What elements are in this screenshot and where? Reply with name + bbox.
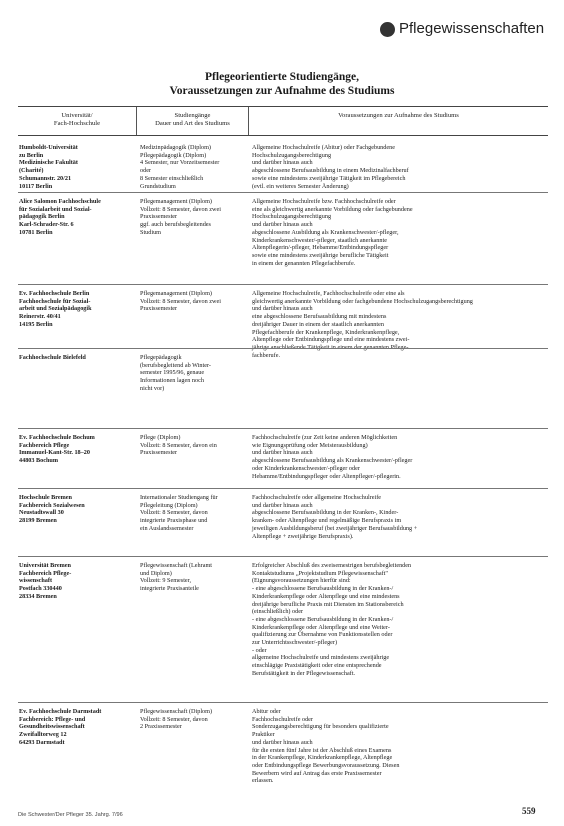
row-institution: Ev. Fachhochschule Berlin Fachhochschule für Sozial- arbeit und Sozialpädagogik Reinerstr. 40/41 14195 Berlin: [19, 290, 92, 328]
row-program: Pflegemanagement (Diplom) Vollzeit: 8 Semester, davon zwei Praxissemester: [140, 290, 221, 313]
table-header: [18, 106, 548, 136]
header-requirements: Voraussetzungen zur Aufnahme des Studiums: [248, 107, 548, 135]
row-requirements: Fachhochschulreife (zur Zeit keine anderen Möglichkeiten wie Eignungsprüfung oder Meisterausbildung) und darüber hinaus auch abgeschlossene Berufsausbildung als Krankenschwester/-pfleger oder Kinderkrankenschwester/-pfleger oder Hebamme/Entbindungspfleger oder Altenpfleger/-pflegerin.: [252, 434, 413, 480]
footer-source: Die Schwester/Der Pfleger 35. Jahrg. 7/96: [18, 812, 123, 818]
header-program: Studiengänge Dauer und Art des Studiums: [136, 107, 248, 135]
brand-logo: [380, 19, 560, 41]
table-row: [18, 354, 548, 404]
row-program: Medizinpädagogik (Diplom) Pflegepädagogik (Diplom) 4 Semester, nur Vorzeitsemester oder 8 Semester einschließlich Grundstudium: [140, 144, 220, 190]
row-divider: [18, 556, 548, 557]
row-divider: [18, 192, 548, 193]
row-divider: [18, 348, 548, 349]
row-institution: Alice Salomon Fachhochschule für Sozialarbeit und Sozial- pädagogik Berlin Karl-Schrader-Str. 6 10781 Berlin: [19, 198, 101, 236]
row-divider: [18, 284, 548, 285]
row-program: Pflegepädagogik (berufsbegleitend ab Winter- semester 1995/96, genaue Informationen lagen noch nicht vor): [140, 354, 211, 392]
table-row: [18, 494, 548, 552]
table-row: [18, 434, 548, 490]
row-divider: [18, 428, 548, 429]
page-title-line-2: Voraussetzungen zur Aufnahme des Studiums: [169, 85, 395, 97]
row-program: Internationaler Studiengang für Pflegeleitung (Diplom) Vollzeit: 8 Semester, davon integrierte Praxisphase und ein Auslandssemester: [140, 494, 218, 532]
table-row: [18, 562, 548, 702]
table-row: [18, 198, 548, 288]
row-institution: Hochschule Bremen Fachbereich Sozialwesen Neustadtswall 30 28199 Bremen: [19, 494, 85, 525]
row-program: Pflegewissenschaft (Diplom) Vollzeit: 8 Semester, davon 2 Praxissemester: [140, 708, 212, 731]
row-institution: Ev. Fachhochschule Darmstadt Fachbereich: Pflege- und Gesundheitswissenschaft Zweifalltorweg 12 64293 Darmstadt: [19, 708, 102, 746]
row-divider: [18, 488, 548, 489]
row-requirements: [248, 354, 548, 404]
row-institution: Fachhochschule Bielefeld: [19, 354, 86, 361]
row-requirements: Allgemeine Hochschulreife, Fachhochschulreife oder eine als gleichwertig anerkannte Vorbildung oder fachgebundene Hochschulzugangsberechtigung und darüber hinaus auch eine abgeschlossene Berufsausbildung mit mindestens dreijähriger Dauer in einem der staatlich anerkannten Pflegefachberufe der Krankenpflege, Kinderkrankenpflege, Altenpflege oder Entbindungspflege und eine mindestens zwei- jährige anschließende Tätigkeit in einem der genannten Pflege- fachberufe.: [252, 290, 473, 359]
page-title: [0, 70, 564, 98]
row-program: Pflege (Diplom) Vollzeit: 8 Semester, davon ein Praxissemester: [140, 434, 217, 457]
row-divider: [18, 702, 548, 703]
table-row: [18, 708, 548, 806]
row-requirements: Allgemeine Hochschulreife bzw. Fachhochschulreife oder eine als gleichwertig anerkannte Vorbildung oder fachgebundene Hochschulzugangsberechtigung und darüber hinaus auch abgeschlossene Ausbildung als Krankenschwester/-pfleger, Kinderkrankenschwester/-pfleger, staatlich anerkannte Altenpflegerin/-pfleger, Hebamme/Entbindungspfleger sowie eine mindestens zweijährige berufliche Tätigkeit in einem der genannten Pflegefachberufe.: [252, 198, 413, 267]
brand-dot-icon: [380, 22, 395, 37]
row-requirements: Abitur oder Fachhochschulreife oder Sonderzugangsberechtigung für besonders qualifizierte Praktiker und darüber hinaus auch für die ersten fünf Jahre ist der Abschluß eines Examens in der Krankenpflege, Kinderkrankenpflege, Altenpflege oder Entbindungspflege Bewerbungsvoraussetzung. Diesen Bewerbern wird auf Antrag das erste Praxissemester erlassen.: [252, 708, 400, 785]
row-requirements: Allgemeine Hochschulreife (Abitur) oder Fachgebundene Hochschulzugangsberechtigung und darüber hinaus auch abgeschlossene Berufsausbildung in einem Medizinalfachberuf sowie eine mindestens zweijährige Tätigkeit im Pflegebereich (evtl. ein weiteres Semester Änderung): [252, 144, 409, 190]
row-program: Pflegewissenschaft (Lehramt und Diplom) Vollzeit: 9 Semester, integrierte Praxisanteile: [140, 562, 212, 593]
page-number: 559: [522, 806, 536, 816]
page-title-line-1: Pflegeorientierte Studiengänge,: [205, 71, 359, 83]
header-institution: Universität/ Fach-Hochschule: [53, 112, 101, 127]
row-requirements: Fachhochschulreife oder allgemeine Hochschulreife und darüber hinaus auch abgeschlossene Berufsausbildung in der Kranken-, Kinder- kranken- oder Altenpflege und regelmäßige Berufspraxis im jeweiligen Ausbildungsberuf (bei zweijähriger Berufsausbildung + Altenpflege + zweijährige Berufspraxis).: [252, 494, 418, 540]
row-institution: Universität Bremen Fachbereich Pflege- wissenschaft Postfach 330440 28334 Bremen: [19, 562, 72, 600]
row-requirements: Erfolgreicher Abschluß des zweisemestrigen berufsbegleitenden Kontaktstudiums „Projektstudium Pflegewissenschaft" (Eignungsvoraussetzungen hierfür sind: - eine abgeschlossene Berufsausbildung in der Kranken-/ Kinderkrankenpflege oder Altenpflege und eine mindestens dreijährige berufliche Praxis mit Diensten im Stationsbereich (einschließlich) oder - eine abgeschlossene Berufsausbildung in der Kranken-/ Kinderkrankenpflege oder Altenpflege und eine Weiter- qualifizierung zur Übernahme von Funktionsstellen oder zur Unterrichtsschwester/-pfleger) - oder allgemeine Hochschulreife und mindestens zweijährige einschlägige Praxistätigkeit oder eine entsprechende Berufstätigkeit in der Pflegewissenschaft.: [252, 562, 412, 677]
brand-name: Pflegewissenschaften: [399, 20, 545, 37]
program-table: [18, 106, 548, 785]
row-institution: Ev. Fachhochschule Bochum Fachbereich Pflege Immanuel-Kant-Str. 18–20 44803 Bochum: [19, 434, 95, 465]
row-institution: Humboldt-Universität zu Berlin Medizinische Fakultät (Charité) Schumannstr. 20/21 10117 Berlin: [19, 144, 78, 190]
row-program: Pflegemanagement (Diplom) Vollzeit: 8 Semester, davon zwei Praxissemester ggf. auch berufsbegleitendes Studium: [140, 198, 221, 236]
